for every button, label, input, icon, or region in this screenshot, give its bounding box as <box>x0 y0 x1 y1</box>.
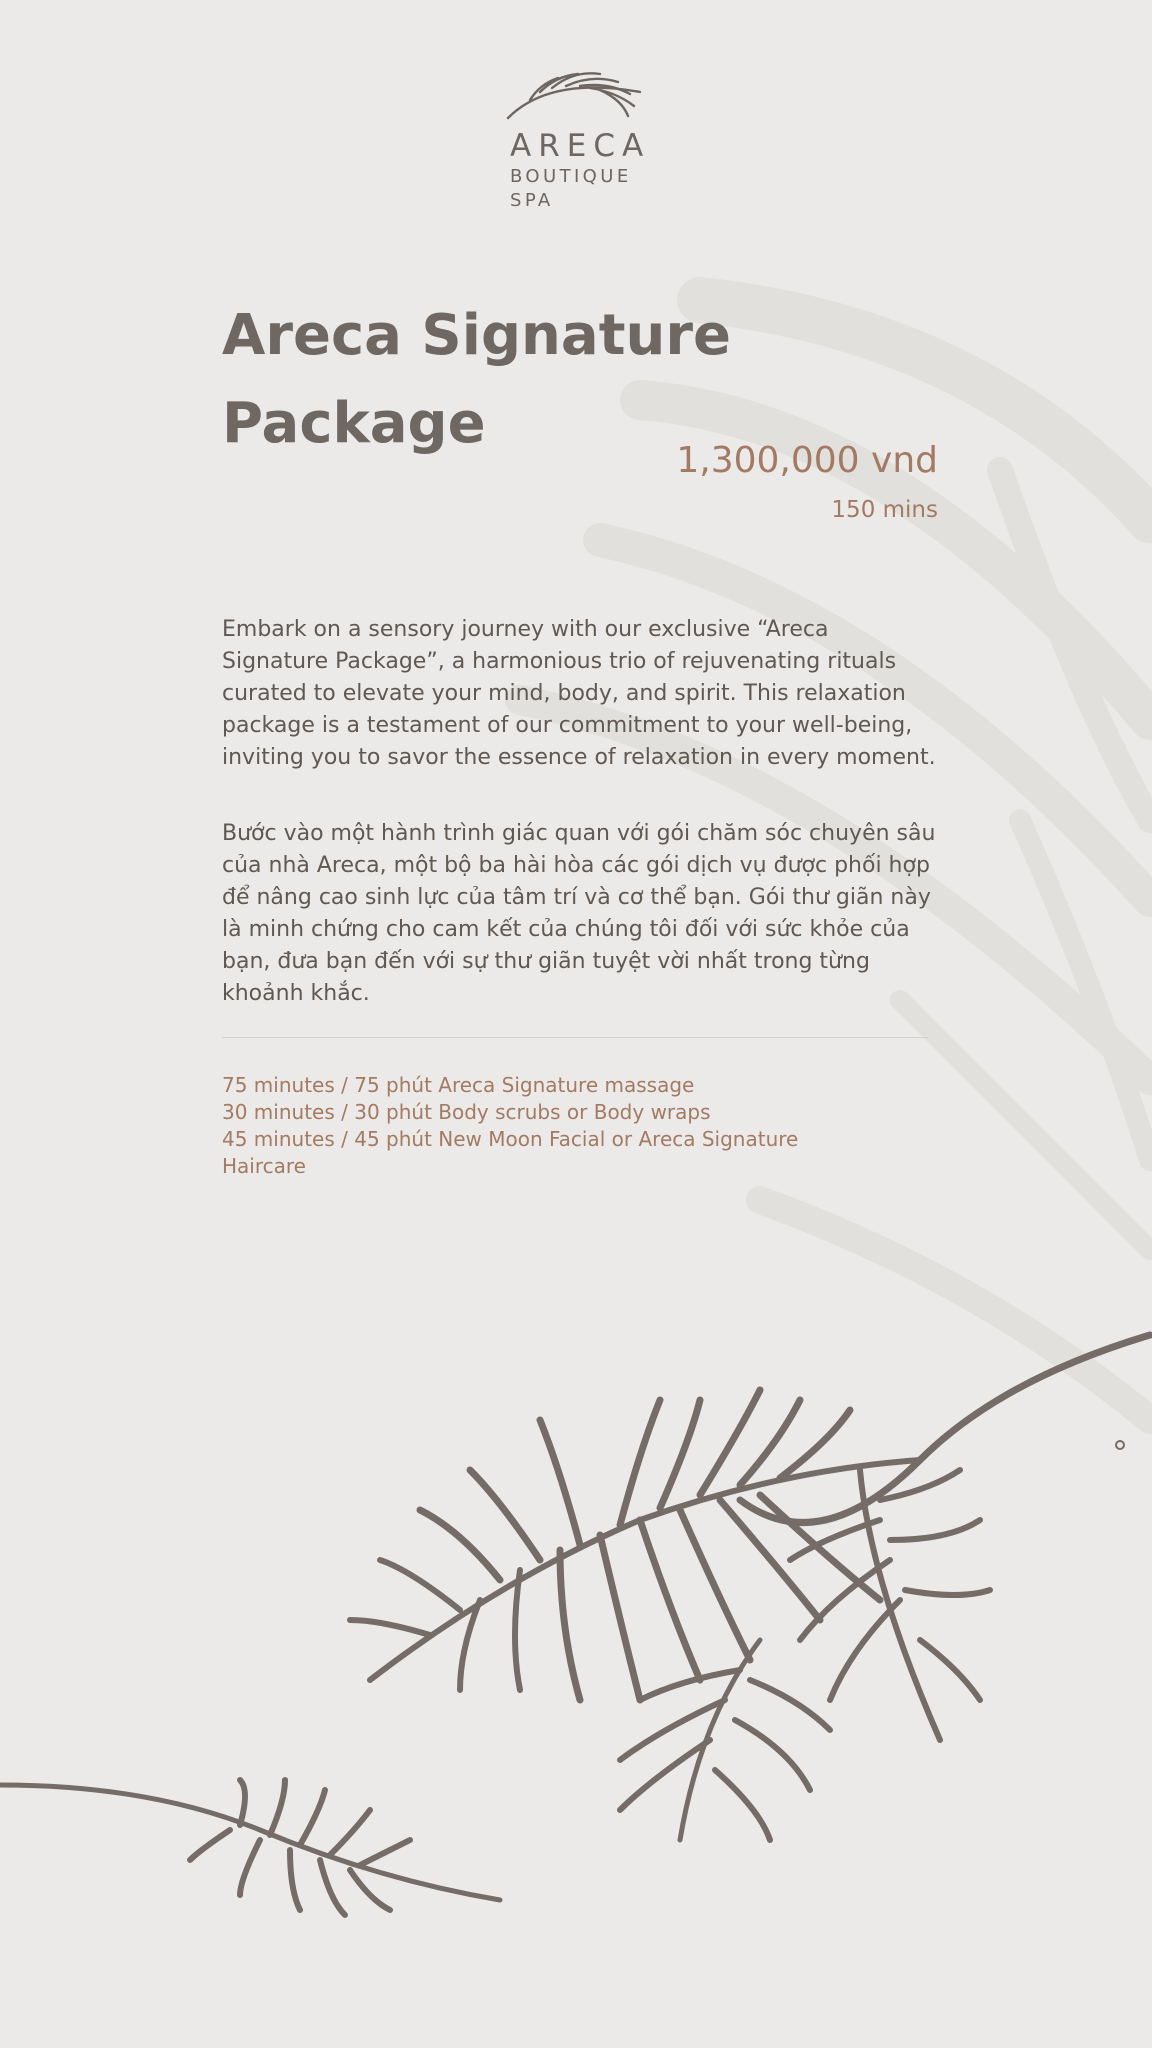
palm-frond-small-icon <box>0 1780 500 1915</box>
brand-subtitle: SPA <box>510 190 554 211</box>
service-item: 30 minutes / 30 phút Body scrubs or Body wraps <box>222 1100 711 1124</box>
brand-tagline: BOUTIQUE <box>510 166 632 187</box>
package-title-line2: Package <box>222 391 486 456</box>
description-english: Embark on a sensory journey with our exclusive “Areca Signature Package”, a harmonious trio of rejuvenating rituals curated to elevate your mind, body, and spirit. This relaxation package is a testament of our commitment to your well-being, inviting you to savor the essence of relaxation in every moment. <box>222 617 936 770</box>
package-title-line1: Areca Signature <box>222 303 731 368</box>
palm-frond-large-icon <box>350 1335 1150 1840</box>
description-vietnamese: Bước vào một hành trình giác quan với gói chăm sóc chuyên sâu của nhà Areca, một bộ ba hài hòa các gói dịch vụ được phối hợp để nâng cao sinh lực của tâm trí và cơ thể bạn. Gói thư giãn này là minh chứng cho cam kết của chúng tôi đối với sức khỏe của bạn, đưa bạn đến với sự thư giãn tuyệt vời nhất trong từng khoảnh khắc. <box>222 821 936 1006</box>
brand-name: ARECA <box>510 128 651 164</box>
service-item: 45 minutes / 45 phút New Moon Facial or Areca Signature Haircare <box>222 1127 799 1178</box>
package-duration: 150 mins <box>831 497 938 523</box>
package-price: 1,300,000 vnd <box>676 440 938 481</box>
service-item: 75 minutes / 75 phút Areca Signature massage <box>222 1073 695 1097</box>
